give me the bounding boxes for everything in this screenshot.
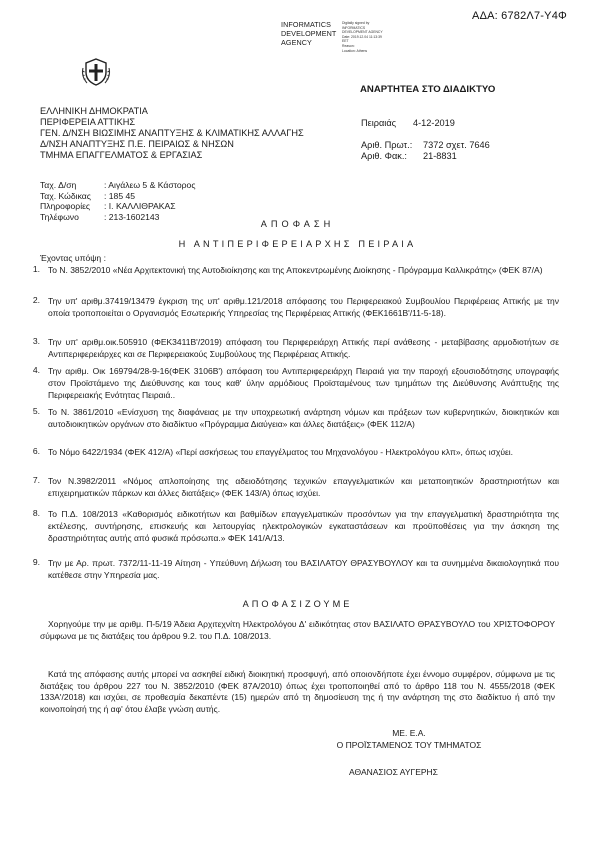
signature-info-line: DEVELOPMENT AGENCY	[342, 30, 383, 35]
list-item: 8. Το Π.Δ. 108/2013 «Καθορισμός ειδικοτήτων και βαθμίδων επαγγελματικών προσόντων για την επαγγελματική δραστηριότητα της εκτέλεσης, συντήρησης, επισκευής και λειτουργίας ηλεκτρολογικών εγκαταστάσεων και προϋποθέσεις για την άσκηση της δραστηριότητας αυτής από φυσικά πρόσωπα.» ΦΕΚ 141/Α/13.	[32, 508, 559, 544]
greek-republic-emblem-icon	[80, 56, 112, 88]
posting-stamp: ΑΝΑΡΤΗΤΕΑ ΣΤΟ ΔΙΑΔΙΚΤΥΟ	[360, 84, 496, 95]
header-line: ΓΕΝ. Δ/ΝΣΗ ΒΙΩΣΙΜΗΣ ΑΝΑΠΤΥΞΗΣ & ΚΛΙΜΑΤΙΚΗΣ ΑΛΛΑΓΗΣ	[40, 128, 304, 139]
protocol-label: Αριθ. Πρωτ.:	[361, 140, 413, 151]
contact-key: Ταχ. Κώδικας	[40, 190, 91, 201]
signature-info-line: Digitally signed by	[342, 21, 370, 25]
signature-info-line: EET	[342, 39, 349, 44]
contact-value: : 213-1602143	[104, 211, 160, 222]
signature-info-line: Date: 2019.12.04 11:13:39	[342, 34, 382, 39]
issuer-header	[40, 106, 304, 161]
list-item: 4. Την αριθμ. Οικ 169794/28-9-16(ΦΕΚ 3106Β') απόφαση του Αντιπεριφερειάρχη Πειραιά για την παροχή εξουσιοδότησης υπογραφής στον Προϊστάμενο της Διεύθυνσης και τους καθ' ύλην αρμόδιους Προϊσταμένους των τμημάτων της Διεύθυνσης Ανάπτυξης της Περιφερειακής Ενότητας Πειραιά..	[32, 365, 559, 401]
signatory-name: ΑΘΑΝΑΣΙΟΣ ΑΥΓΕΡΗΣ	[349, 767, 438, 777]
signature-info-line: Reason:	[342, 43, 355, 48]
contact-key: Πληροφορίες	[40, 201, 91, 212]
contact-key: Ταχ. Δ/ση	[40, 180, 77, 190]
contact-value: : Ι. ΚΑΛΛΙΘΡΑΚΑΣ	[104, 201, 176, 212]
contact-value: : Αιγάλεω 5 & Κάστορος	[104, 180, 196, 190]
contact-row	[40, 201, 195, 212]
contact-row	[40, 180, 195, 191]
list-item: 3. Την υπ' αριθμ.οικ.505910 (ΦΕΚ3411Β'/2019) απόφαση του Περιφερειάρχη Αττικής περί ανάθεσης - μεταβίβασης αρμοδιοτήτων σε Αντιπεριφερειάρχες και σε Περιφερειακούς Συμβούλους της Περιφέρειας Αττικής.	[32, 336, 559, 360]
signature-line: Ο ΠΡΟΪΣΤΑΜΕΝΟΣ ΤΟΥ ΤΜΗΜΑΤΟΣ	[336, 739, 482, 750]
header-line: ΕΛΛΗΝΙΚΗ ΔΗΜΟΚΡΑΤΙΑ	[40, 106, 148, 116]
date: 4-12-2019	[413, 118, 455, 128]
list-item: 5. Το Ν. 3861/2010 «Ενίσχυση της διαφάνειας με την υποχρεωτική ανάρτηση νόμων και πράξεων των κυβερνητικών, διοικητικών και αυτοδιοικητικών οργάνων στο διαδίκτυο «Πρόγραμμα Διαύγεια» και άλλες διατάξεις» (ΦΕΚ 112/Α)	[32, 406, 559, 430]
signature-info-line: Location: Athens	[342, 48, 368, 53]
agency-line: INFORMATICS	[281, 20, 332, 29]
file-label: Αριθ. Φακ.:	[361, 151, 407, 162]
protocol-block	[361, 118, 490, 162]
issuer-title: Η ΑΝΤΙΠΕΡΙΦΕΡΕΙΑΡΧΗΣ ΠΕΙΡΑΙΑ	[178, 239, 417, 249]
signature-block	[329, 728, 489, 751]
agency-line: DEVELOPMENT	[281, 28, 337, 38]
document-title: ΑΠΟΦΑΣΗ	[260, 219, 335, 229]
list-item: 9. Την με Αρ. πρωτ. 7372/11-11-19 Αίτηση - Υπεύθυνη Δήλωση του ΒΑΣΙΛΑΤΟΥ ΘΡΑΣΥΒΟΥΛΟΥ και τα συνημμένα δικαιολογητικά που κατέθεσε στην Υπηρεσία μας.	[32, 557, 559, 581]
contact-details	[40, 180, 195, 222]
place: Πειραιάς	[361, 118, 397, 128]
digital-signature-info	[342, 21, 402, 53]
list-item: 1. Το Ν. 3852/2010 «Νέα Αρχιτεκτονική της Αυτοδιοίκησης και της Αποκεντρωμένης Διοίκησης - Πρόγραμμα Καλλικράτης» (ΦΕΚ 87/Α)	[32, 264, 543, 275]
signature-line: ΜΕ. Ε.Α.	[392, 728, 426, 738]
considering-label: Έχοντας υπόψη :	[40, 253, 106, 263]
list-item: 7. Τον Ν.3982/2011 «Νόμος απλοποίησης της αδειοδότησης τεχνικών επαγγελματικών και μεταποιητικών δραστηριοτήτων και επιχειρηματικών πάρκων και άλλες διατάξεις» (ΦΕΚ 143/Α) όπως ισχύει.	[32, 475, 559, 499]
informatics-agency-label	[281, 21, 339, 47]
decision-paragraph: Χορηγούμε την με αριθμ. Π-5/19 Άδεια Αρχιτεχνίτη Ηλεκτρολόγου Δ' ειδικότητας στον ΒΑΣΙΛΑΤΟ ΘΡΑΣΥΒΟΥΛΟ του ΧΡΙΣΤΟΦΟΡΟΥ σύμφωνα με τις διατάξεις του άρθρου 9.2. του Π.Δ. 108/2013.	[40, 619, 555, 641]
protocol-value: 7372 σχετ. 7646	[423, 140, 490, 151]
agency-line: AGENCY	[281, 37, 312, 47]
header-line: Δ/ΝΣΗ ΑΝΑΠΤΥΞΗΣ Π.Ε. ΠΕΙΡΑΙΩΣ & ΝΗΣΩΝ	[40, 139, 234, 150]
list-item: 2. Την υπ' αριθμ.37419/13479 έγκριση της υπ' αριθμ.121/2018 απόφασης του Περιφερειακού Συμβουλίου Περιφέρειας Αττικής με την οποία τροποποιείται ο Οργανισμός Εσωτερικής Υπηρεσίας της Περιφέρειας Αττικής (ΦΕΚ1661Β'/11-5-18).	[32, 295, 559, 319]
file-value: 21-8831	[423, 151, 457, 162]
contact-key: Τηλέφωνο	[40, 211, 79, 222]
appeal-paragraph: Κατά της απόφασης αυτής μπορεί να ασκηθεί ειδική διοικητική προσφυγή, από οποιονδήποτε έχει έννομο συμφέρον, σύμφωνα με τις διατάξεις του άρθρου 227 του Ν. 3852/2010 (ΦΕΚ 87Α/2010) όπως έχει τροποποιηθεί από το άρθρο 118 του Ν. 4555/2018 (ΦΕΚ 133Α'/2018) και ισχύει, σε προθεσμία δεκαπέντε (15) ημερών από τη δημοσίευση της ή την ανάρτηση της στο διαδίκτυο ή από την κοινοποίησή της ή αφ' ότου έλαβε γνώση αυτής.	[40, 669, 555, 714]
decision-heading: ΑΠΟΦΑΣΙΖΟΥΜΕ	[242, 599, 353, 609]
contact-value: : 185 45	[104, 190, 136, 201]
ada-number: ΑΔΑ: 6782Λ7-Υ4Φ	[472, 10, 567, 22]
signature-info-line: INFORMATICS	[342, 25, 366, 30]
list-item: 6. Το Νόμο 6422/1934 (ΦΕΚ 412/Α) «Περί ασκήσεως του επαγγέλματος του Μηχανολόγου - Ηλεκτρολόγου κλπ», όπως ισχύει.	[32, 446, 514, 457]
contact-row	[40, 191, 195, 202]
header-line: ΠΕΡΙΦΕΡΕΙΑ ΑΤΤΙΚΗΣ	[40, 117, 136, 128]
header-line: ΤΜΗΜΑ ΕΠΑΓΓΕΛΜΑΤΟΣ & ΕΡΓΑΣΙΑΣ	[40, 150, 203, 161]
